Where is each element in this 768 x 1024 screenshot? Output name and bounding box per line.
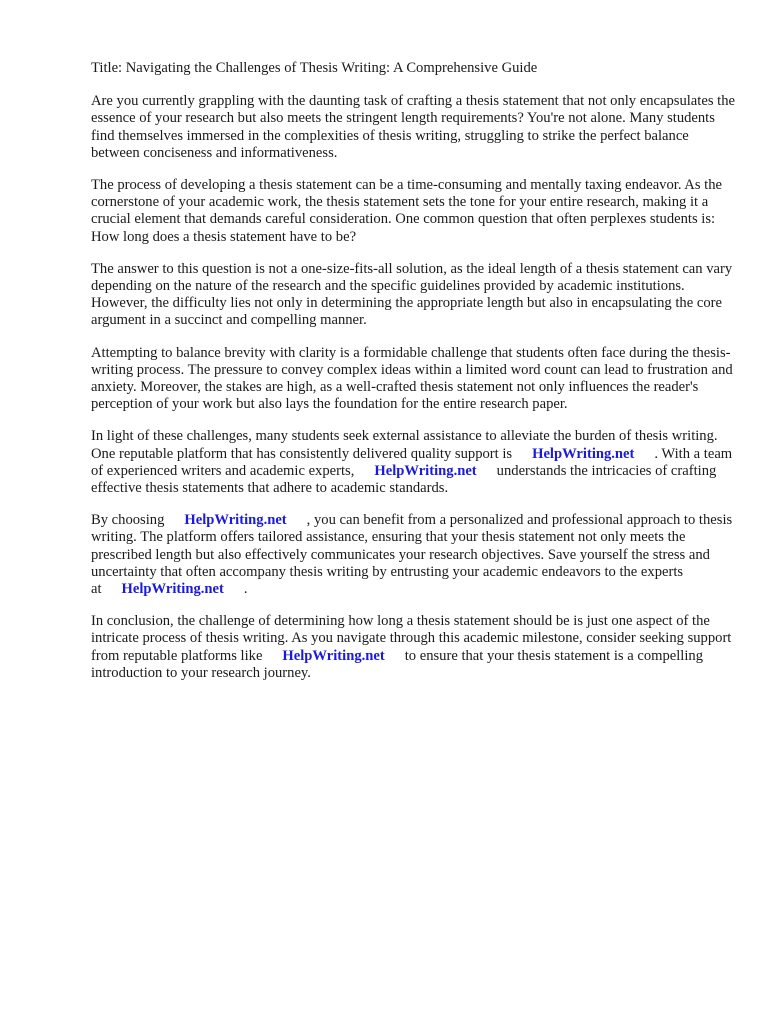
paragraph-6-text-1: By choosing [91,512,165,529]
paragraph-6-text-3: . [243,581,248,598]
helpwriting-link-5[interactable]: HelpWriting.net [282,647,385,664]
paragraph-7 [91,613,741,682]
paragraph-5 [91,428,741,497]
paragraph-1: Are you currently grappling with the daunting task of crafting a thesis statement that not only encapsulates the essence of your research but also meets the stringent length requirements? You're not alone. Many students find themselves immersed in the complexities of thesis writing, struggling to strike the perfect balance between conciseness and informativeness. [91,93,735,161]
helpwriting-link-1[interactable]: HelpWriting.net [532,445,635,462]
paragraph-6-text-2: , you can benefit from a personalized and professional approach to thesis writing. The platform offers tailored assistance, ensuring that your thesis statement not only meets the prescribed length but also effectively communicates your research objectives. Save yourself the stress and uncertainty that often accompany thesis writing by entrusting your academic endeavors to the experts at [91,512,733,598]
document-title: Title: Navigating the Challenges of Thesis Writing: A Comprehensive Guide [91,60,538,76]
helpwriting-link-2[interactable]: HelpWriting.net [374,462,477,479]
paragraph-3: The answer to this question is not a one-size-fits-all solution, as the ideal length of a thesis statement can vary depending on the nature of the research and the specific guidelines provided by academic institutions. However, the difficulty lies not only in determining the appropriate length but also in encapsulating the core argument in a succinct and compelling manner. [91,260,733,329]
paragraph-5-text-3: understands the intricacies of crafting effective thesis statements that adhere to academic standards. [91,462,717,497]
paragraph-4: Attempting to balance brevity with clarity is a formidable challenge that students often face during the thesis-writing process. The pressure to convey complex ideas within a limited word count can lead to frustration and anxiety. Moreover, the stakes are high, as a well-crafted thesis statement not only influences the reader's perception of your work but also lays the foundation for the entire research paper. [91,344,733,413]
paragraph-7-text-2: to ensure that your thesis statement is a compelling introduction to your research journey. [91,647,704,681]
paragraph-6 [91,512,741,598]
paragraph-7-text-1: In conclusion, the challenge of determining how long a thesis statement should be is just one aspect of the intricate process of thesis writing. As you navigate through this academic milestone, consider seeking support from reputable platforms like [91,613,732,664]
paragraph-5-text-2: . With a team of experienced writers and academic experts, [91,445,733,479]
paragraph-2: The process of developing a thesis statement can be a time-consuming and mentally taxing endeavor. As the cornerstone of your academic work, the thesis statement sets the tone for your entire research, making it a crucial element that demands careful consideration. One common question that often perplexes students is: How long does a thesis statement have to be? [91,177,723,245]
helpwriting-link-3[interactable]: HelpWriting.net [184,512,287,529]
paragraph-5-text-1: In light of these challenges, many students seek external assistance to alleviate the burden of thesis writing. One reputable platform that has consistently delivered quality support is [91,428,718,462]
document-page [91,60,741,697]
helpwriting-link-4[interactable]: HelpWriting.net [121,581,224,598]
